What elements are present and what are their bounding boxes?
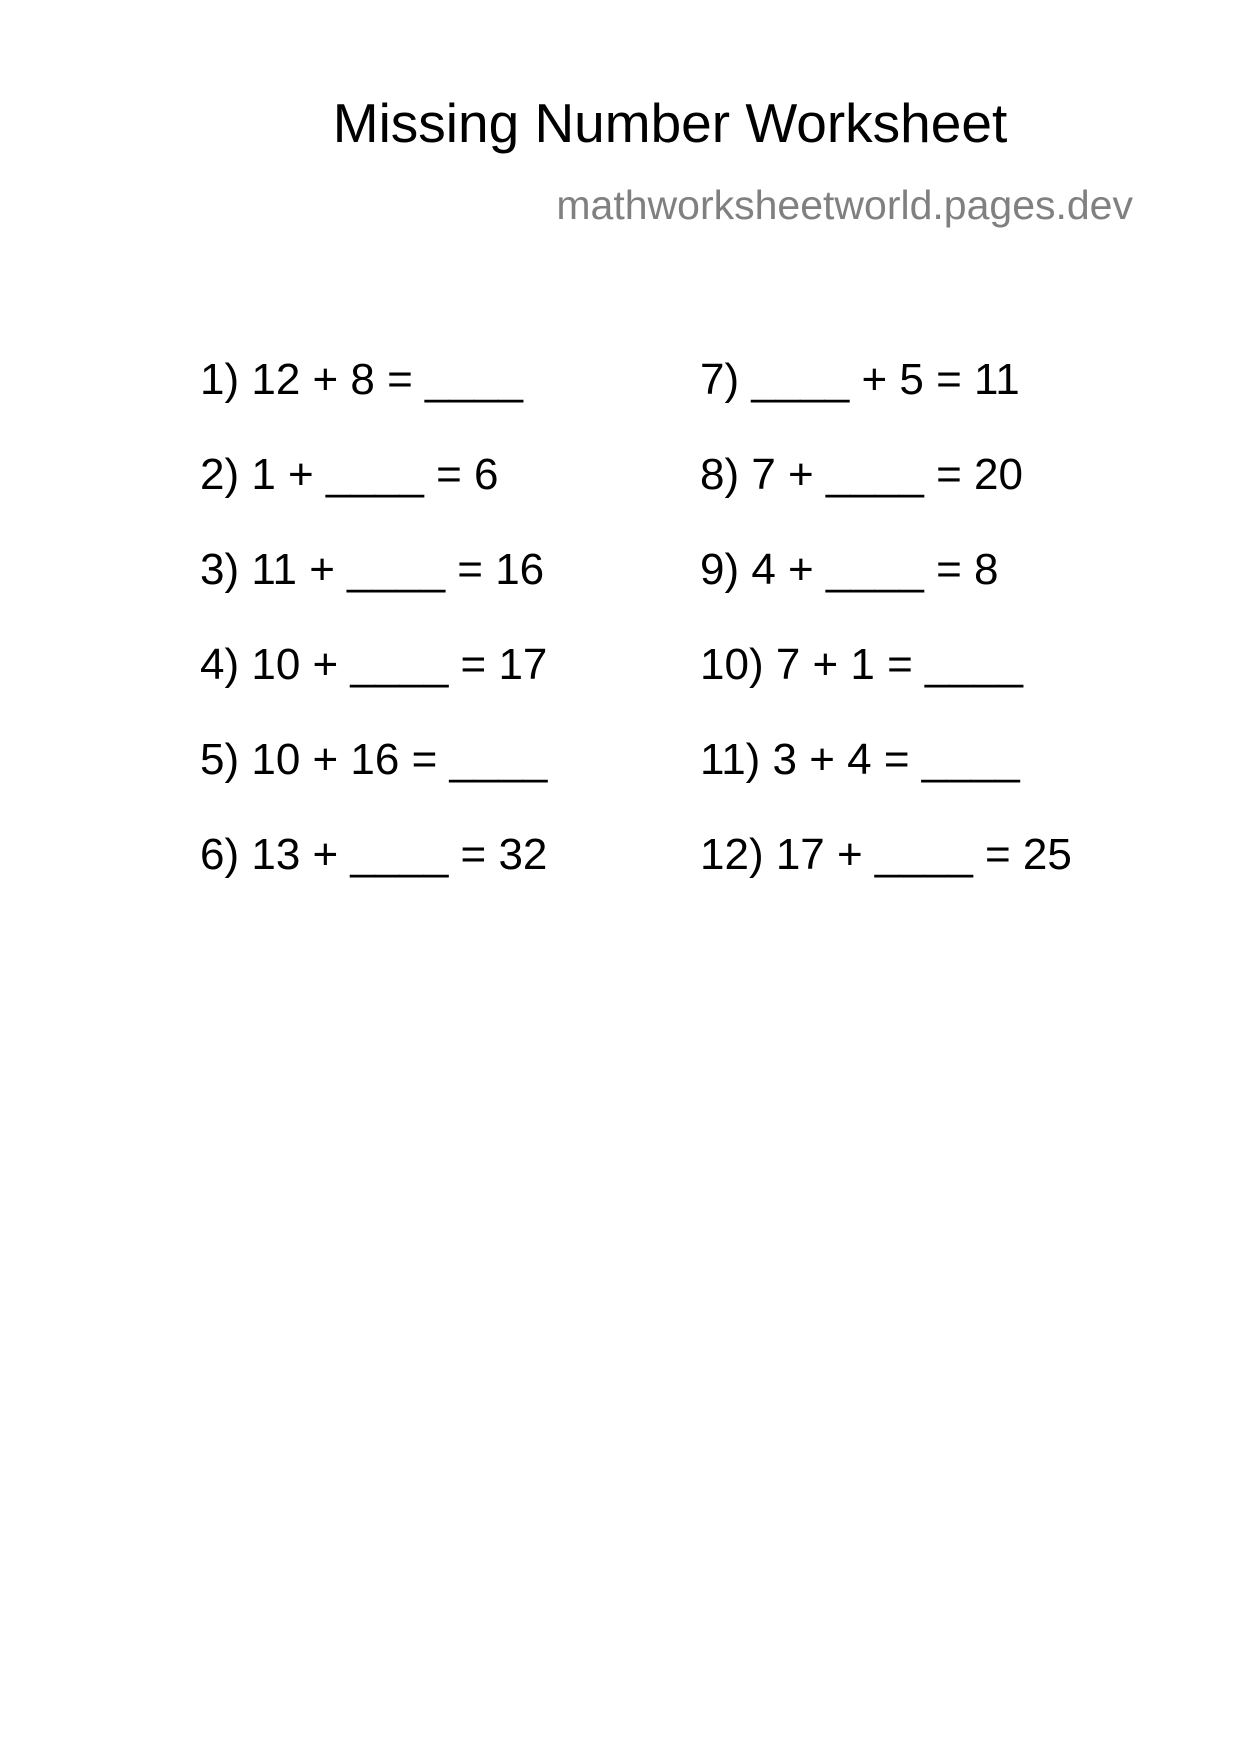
problem-2: 2) 1 + ____ = 6: [200, 450, 499, 499]
problem-11: 11) 3 + 4 = ____: [700, 735, 1020, 784]
problem-9: 9) 4 + ____ = 8: [700, 545, 999, 594]
problem-6: 6) 13 + ____ = 32: [200, 830, 548, 879]
source-url: mathworksheetworld.pages.dev: [556, 182, 1133, 228]
worksheet-title: Missing Number Worksheet: [332, 92, 1008, 154]
problem-8: 8) 7 + ____ = 20: [700, 450, 1023, 499]
problem-10: 10) 7 + 1 = ____: [700, 640, 1023, 689]
problem-7: 7) ____ + 5 = 11: [700, 355, 1020, 404]
problem-5: 5) 10 + 16 = ____: [200, 735, 548, 784]
problem-1: 1) 12 + 8 = ____: [200, 355, 523, 404]
problem-12: 12) 17 + ____ = 25: [700, 830, 1072, 879]
problem-3: 3) 11 + ____ = 16: [200, 545, 545, 594]
problem-4: 4) 10 + ____ = 17: [200, 640, 548, 689]
